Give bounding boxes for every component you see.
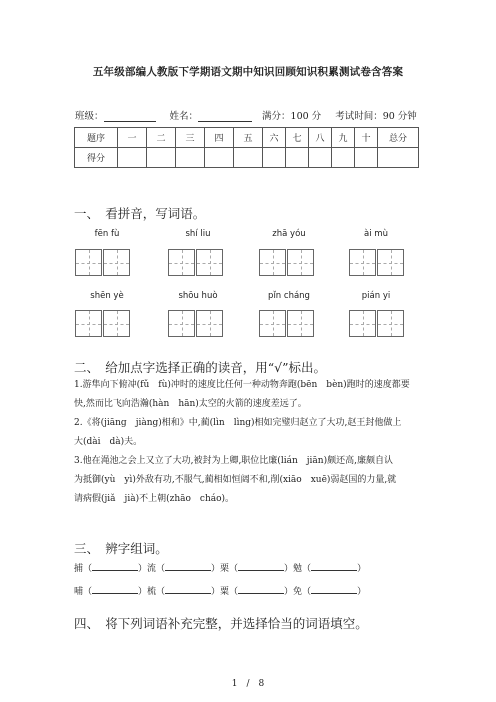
text-span: (bēn bèn)跑时的速度都要 [296, 380, 410, 390]
writing-box[interactable] [75, 249, 102, 276]
writing-box[interactable] [349, 249, 376, 276]
score-table-header-row [75, 128, 419, 148]
score-cell[interactable] [286, 148, 309, 168]
writing-box[interactable] [103, 310, 130, 337]
page-number: 1 / 8 [231, 679, 265, 689]
text-span: (fǔ fù)冲时的速度比任何一种动物奔 [136, 380, 288, 390]
writing-box[interactable] [196, 310, 223, 337]
exam-time-text: 考试时间：90 分钟 [335, 111, 417, 122]
table-cell: 总分 [378, 128, 419, 148]
score-cell[interactable] [309, 148, 332, 168]
table-cell: 二 [147, 128, 176, 148]
writing-box[interactable] [103, 249, 130, 276]
pinyin-label: shēn yè [90, 291, 124, 301]
answer-blank[interactable] [238, 584, 284, 594]
text-span: ）栗（ [211, 564, 239, 574]
writing-box[interactable] [168, 249, 195, 276]
full-score-text: 满分：100 分 [262, 111, 322, 122]
section-1-heading: 一、 看拼音，写词语。 [74, 206, 206, 221]
answer-blank[interactable] [238, 561, 284, 571]
score-cell[interactable] [205, 148, 234, 168]
writing-box[interactable] [75, 310, 102, 337]
text-span: 哺（ [74, 587, 93, 597]
writing-box[interactable] [259, 249, 286, 276]
pinyin-label: shōu huò [178, 291, 218, 301]
dotted-char: 冲 [127, 380, 137, 390]
writing-box[interactable] [168, 310, 195, 337]
section-4-heading: 四、 将下列词语补充完整，并选择恰当的词语填空。 [74, 616, 368, 631]
score-cell[interactable] [378, 148, 419, 168]
score-cell[interactable] [147, 148, 176, 168]
table-cell: 题序 [75, 128, 118, 148]
section-3-heading: 三、 辨字组词。 [74, 541, 168, 556]
text-span: 1.游隼向下俯 [74, 380, 128, 390]
pinyin-label: fēn fù [94, 229, 120, 239]
text-span: ） [357, 587, 367, 597]
writing-box[interactable] [377, 310, 404, 337]
table-cell: 八 [309, 128, 332, 148]
pinyin-label: ài mù [364, 229, 388, 239]
table-cell: 五 [234, 128, 263, 148]
page-title: 五年级部编人教版下学期语文期中知识回顾知识积累测试卷含答案 [92, 66, 404, 78]
score-cell[interactable] [234, 148, 263, 168]
writing-box[interactable] [287, 249, 314, 276]
table-cell: 一 [118, 128, 147, 148]
question-2-item-2 [74, 414, 424, 433]
question-2-item-3-line-3: 请病假(jiǎ jià)不上朝(zhāo cháo)。 [74, 494, 235, 504]
table-cell: 三 [176, 128, 205, 148]
answer-blank[interactable] [165, 561, 211, 571]
table-cell: 四 [205, 128, 234, 148]
table-cell: 十 [355, 128, 378, 148]
table-cell: 得分 [75, 148, 118, 168]
text-span: ）免（ [284, 587, 312, 597]
pinyin-label: pǐn cháng [268, 291, 310, 301]
writing-box[interactable] [377, 249, 404, 276]
pinyin-label: shí liu [185, 229, 211, 239]
question-2-item-2-line-2: 大(dài dà)夫。 [74, 437, 143, 447]
pinyin-label: pián yi [361, 291, 391, 301]
word-row-1 [74, 561, 366, 574]
question-2-item-3: 3.他在渑池之会上又立了大功,被封为上卿,职位比廉(lián jiān)颇还高,廉颇自认 [74, 456, 393, 466]
text-span: 2.《将(jiāng jiàng)相和》中,蔺 [74, 418, 210, 428]
table-cell: 六 [263, 128, 286, 148]
question-2-item-3-line-2: 为抵御(yù yì)外敌有功,不服气,蔺相如恒阔不和,削(xiāo xuē)弱赵国的力量,就 [74, 475, 397, 485]
score-table-score-row [75, 148, 419, 168]
section-2-heading: 二、 给加点字选择正确的读音，用“√”标出。 [74, 360, 326, 375]
score-cell[interactable] [176, 148, 205, 168]
class-label: 班级： [75, 111, 104, 122]
answer-blank[interactable] [311, 561, 357, 571]
text-span: ）粟（ [211, 587, 239, 597]
writing-box[interactable] [196, 249, 223, 276]
dotted-char: 跑 [287, 380, 297, 390]
question-2-text [74, 376, 424, 509]
student-info-line [75, 108, 430, 122]
table-cell: 九 [332, 128, 355, 148]
writing-box[interactable] [287, 310, 314, 337]
name-blank[interactable] [198, 111, 252, 122]
writing-box[interactable] [349, 310, 376, 337]
word-row-2 [74, 584, 366, 597]
question-2-item-1-line-2: 快,然而比飞向浩瀚(hàn hān)太空的火箭的速度差远了。 [74, 399, 307, 409]
text-span: ）梳（ [138, 587, 166, 597]
answer-blank[interactable] [92, 561, 138, 571]
text-span: ） [357, 564, 367, 574]
score-cell[interactable] [355, 148, 378, 168]
writing-box[interactable] [259, 310, 286, 337]
question-2-item-1 [74, 376, 424, 395]
table-cell: 七 [286, 128, 309, 148]
class-blank[interactable] [104, 111, 156, 122]
answer-blank[interactable] [92, 584, 138, 594]
text-span: (lìn lìng)相如完璧归赵立了大功,赵王封他做上 [209, 418, 402, 428]
pinyin-label: zhā yóu [272, 229, 306, 239]
text-span: ）流（ [138, 564, 166, 574]
score-cell[interactable] [118, 148, 147, 168]
score-cell[interactable] [332, 148, 355, 168]
answer-blank[interactable] [311, 584, 357, 594]
text-span: ）勉（ [284, 564, 312, 574]
score-cell[interactable] [263, 148, 286, 168]
name-label: 姓名： [169, 111, 199, 122]
score-table [74, 127, 419, 168]
answer-blank[interactable] [165, 584, 211, 594]
text-span: 捕（ [74, 564, 93, 574]
